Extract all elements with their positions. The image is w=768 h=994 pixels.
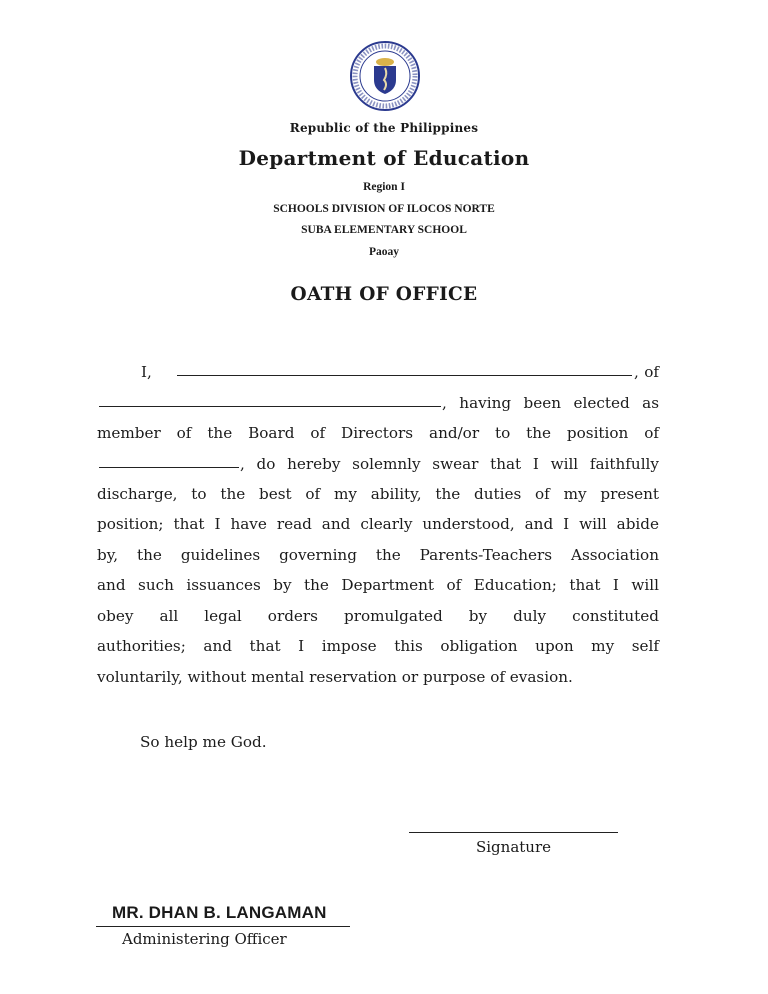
position-field[interactable] xyxy=(99,455,239,468)
oath-line-3: member of the Board of Directors and/or to the position of xyxy=(97,424,659,442)
oath-line-9: obey all legal orders promulgated by duly constituted xyxy=(97,607,659,625)
oath-line-2 xyxy=(97,394,659,418)
department-heading: Department of Education xyxy=(238,146,530,170)
administering-officer-line xyxy=(96,926,350,927)
oath-text-4: , do hereby solemnly swear that I will faithfully xyxy=(240,455,659,473)
school-label: SUBA ELEMENTARY SCHOOL xyxy=(301,224,467,236)
oath-comma: , xyxy=(634,363,639,381)
oath-text-2: , having been elected as xyxy=(442,394,659,412)
oath-line-1 xyxy=(97,363,659,387)
address-field[interactable] xyxy=(99,394,441,407)
town-label: Paoay xyxy=(368,246,400,258)
oath-line-8: and such issuances by the Department of Education; that I will xyxy=(97,576,659,594)
oath-line-10: authorities; and that I impose this obligation upon my self xyxy=(97,637,659,655)
oath-line-11: voluntarily, without mental reservation or purpose of evasion. xyxy=(97,668,573,686)
oath-line-4 xyxy=(97,455,659,479)
document-title: OATH OF OFFICE xyxy=(290,284,478,305)
name-field[interactable] xyxy=(177,363,632,376)
region-label: Region I xyxy=(363,181,405,193)
oath-line-6: position; that I have read and clearly understood, and I will abide xyxy=(97,515,659,533)
division-label: SCHOOLS DIVISION OF ILOCOS NORTE xyxy=(273,203,495,215)
republic-heading: Republic of the Philippines xyxy=(289,121,479,135)
oath-of: of xyxy=(644,363,659,381)
deped-seal-icon xyxy=(349,40,421,112)
oath-line-7: by, the guidelines governing the Parents-Teachers Association xyxy=(97,546,659,564)
signature-label: Signature xyxy=(475,838,551,856)
administering-officer-name: MR. DHAN B. LANGAMAN xyxy=(112,903,327,922)
oath-line-5: discharge, to the best of my ability, the duties of my present xyxy=(97,485,659,503)
signature-line[interactable] xyxy=(409,832,618,833)
closing-statement: So help me God. xyxy=(140,733,267,751)
administering-officer-label: Administering Officer xyxy=(122,930,287,948)
oath-prefix: I, xyxy=(141,363,152,381)
